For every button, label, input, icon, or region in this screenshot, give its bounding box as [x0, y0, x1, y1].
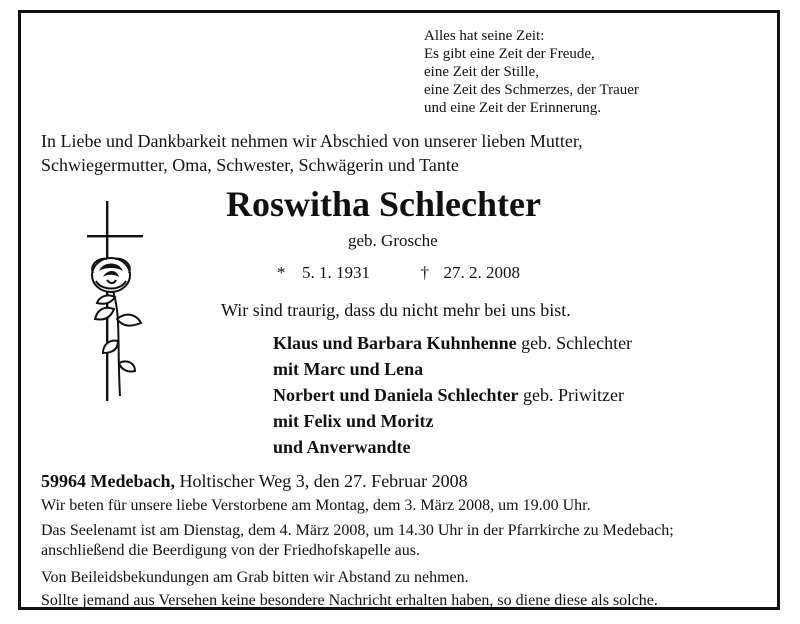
intro-line: Schwiegermutter, Oma, Schwester, Schwägerin und Tante	[41, 155, 459, 175]
birth-date: 5. 1. 1931	[302, 263, 370, 282]
info-line: Von Beileidsbekundungen am Grab bitten wir Abstand zu nehmen.	[41, 569, 469, 586]
info-line: Das Seelenamt ist am Dienstag, dem 4. März 2008, um 14.30 Uhr in der Pfarrkirche zu Medebach;	[41, 522, 674, 539]
family-birth-name: geb. Priwitzer	[518, 385, 624, 405]
family-names: Klaus und Barbara Kuhnhenne	[273, 333, 517, 353]
cross-rose-graphic	[73, 201, 143, 401]
poem-line: Alles hat seine Zeit:	[424, 28, 545, 44]
postal-city: 59964 Medebach,	[41, 471, 175, 491]
mourning-message: Wir sind traurig, dass du nicht mehr bei uns bist.	[221, 300, 571, 320]
life-dates	[277, 264, 520, 281]
obituary-notice	[18, 10, 780, 610]
deceased-name: Roswitha Schlechter	[226, 184, 541, 224]
family-children: mit Marc und Lena	[273, 359, 424, 379]
info-line: Wir beten für unsere liebe Verstorbene am Montag, dem 3. März 2008, um 19.00 Uhr.	[41, 497, 591, 514]
family-children: mit Felix und Moritz	[273, 411, 434, 431]
intro-line: In Liebe und Dankbarkeit nehmen wir Abschied von unserer lieben Mutter,	[41, 131, 583, 151]
death-date: 27. 2. 2008	[443, 263, 520, 282]
family-names: Norbert und Daniela Schlechter	[273, 385, 519, 405]
cross-with-rose-icon	[73, 201, 143, 406]
death-symbol: †	[420, 263, 429, 282]
relatives: und Anverwandte	[273, 437, 411, 457]
family-line	[273, 386, 624, 404]
poem	[424, 27, 639, 117]
intro-text	[41, 129, 583, 177]
poem-line: eine Zeit der Stille,	[424, 64, 539, 80]
family-birth-name: geb. Schlechter	[516, 333, 633, 353]
poem-line: und eine Zeit der Erinnerung.	[424, 100, 602, 116]
info-line: anschließend die Beerdigung von der Friedhofskapelle aus.	[41, 542, 420, 559]
address-rest: Holtischer Weg 3, den 27. Februar 2008	[175, 471, 468, 491]
poem-line: Es gibt eine Zeit der Freude,	[424, 46, 595, 62]
birth-symbol: *	[277, 263, 286, 282]
address-line	[41, 472, 468, 490]
birth-name: geb. Grosche	[348, 231, 438, 250]
family-line	[273, 334, 632, 352]
poem-line: eine Zeit des Schmerzes, der Trauer	[424, 82, 639, 98]
info-line: Sollte jemand aus Versehen keine besondere Nachricht erhalten haben, so diene diese als solche.	[41, 592, 658, 609]
